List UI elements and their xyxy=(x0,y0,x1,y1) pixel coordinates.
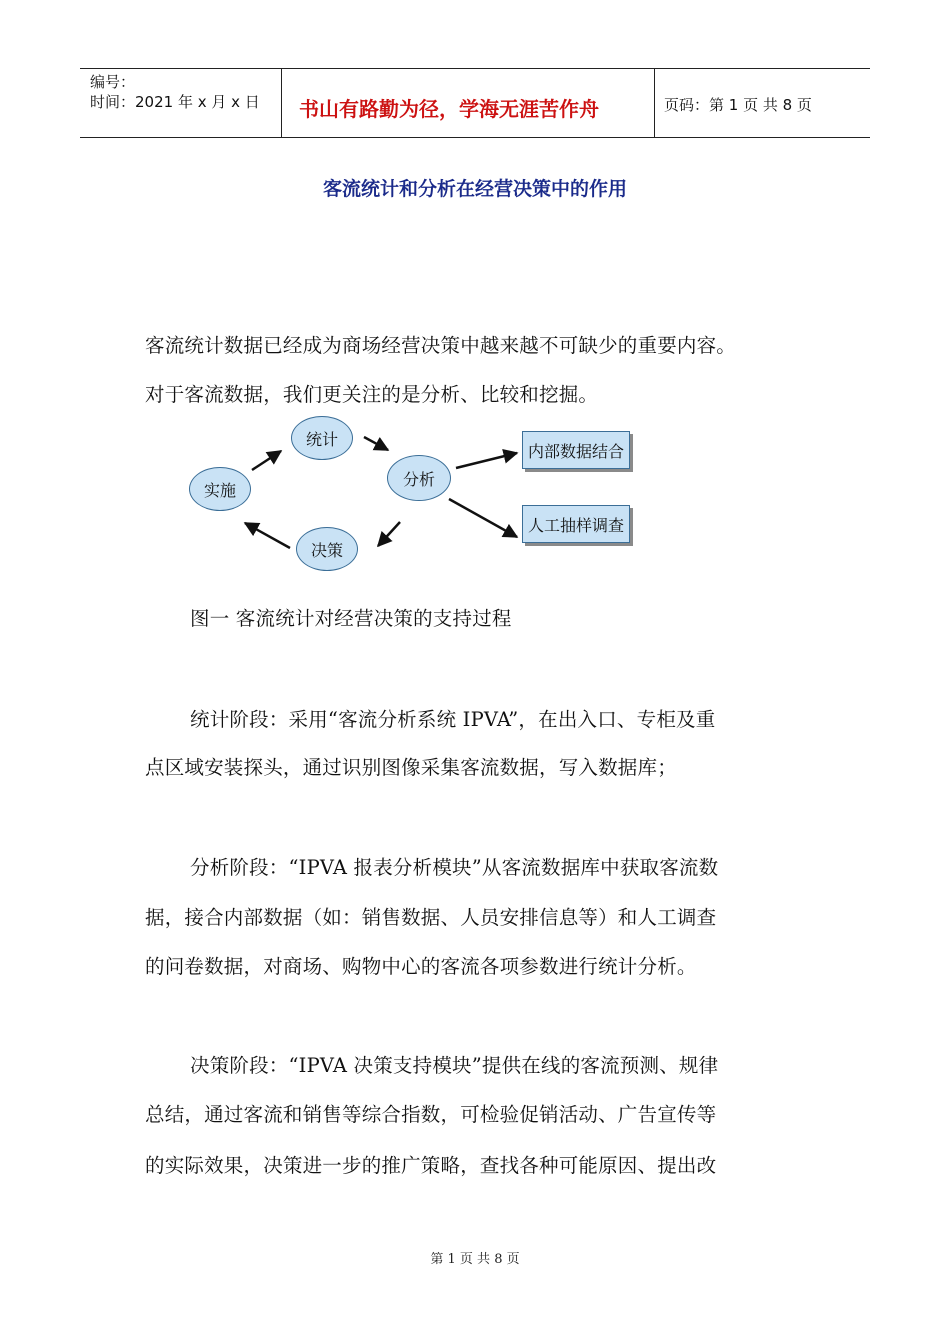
intro-line-2: 对于客流数据，我们更关注的是分析、比较和挖掘。 xyxy=(145,383,599,406)
motto: 书山有路勤为径，学海无涯苦作舟 xyxy=(299,97,599,121)
node-statistics xyxy=(291,416,353,460)
node-decision-label: 决策 xyxy=(310,540,343,560)
box-internal-data xyxy=(522,431,630,469)
arrow-analysis-to-decision xyxy=(378,522,400,546)
analysis-line-3: 的问卷数据，对商场、购物中心的客流各项参数进行统计分析。 xyxy=(145,955,697,978)
stat-line-2: 点区域安装探头，通过识别图像采集客流数据，写入数据库； xyxy=(145,756,677,779)
decision-line-2: 总结，通过客流和销售等综合指数，可检验促销活动、广告宣传等 xyxy=(145,1103,717,1126)
page-label: 页码：第 1 页 共 8 页 xyxy=(664,96,812,114)
node-statistics-label: 统计 xyxy=(305,429,338,449)
stat-line-1: 统计阶段：采用“客流分析系统 IPVA”，在出入口、专柜及重 xyxy=(190,708,716,731)
page-footer: 第 1 页 共 8 页 xyxy=(430,1252,520,1267)
box-manual-survey-label: 人工抽样调查 xyxy=(527,515,624,535)
node-decision xyxy=(296,527,358,571)
arrow-statistics-to-analysis xyxy=(364,437,388,450)
node-implement xyxy=(189,467,251,511)
date-label: 时间：2021 年 x 月 x 日 xyxy=(90,93,260,111)
box-manual-survey xyxy=(522,505,630,543)
intro-line-1: 客流统计数据已经成为商场经营决策中越来越不可缺少的重要内容。 xyxy=(145,334,737,357)
node-implement-label: 实施 xyxy=(203,480,236,500)
arrow-decision-to-implement xyxy=(245,523,290,548)
decision-line-1: 决策阶段：“IPVA 决策支持模块”提供在线的客流预测、规律 xyxy=(190,1054,719,1077)
arrow-analysis-to-internal xyxy=(456,453,517,468)
node-analysis xyxy=(387,455,451,501)
arrow-implement-to-statistics xyxy=(252,451,281,470)
decision-line-3: 的实际效果，决策进一步的推广策略，查找各种可能原因、提出改 xyxy=(145,1154,717,1177)
page-title: 客流统计和分析在经营决策中的作用 xyxy=(322,178,627,200)
box-internal-data-label: 内部数据结合 xyxy=(527,441,624,461)
diagram-arrows xyxy=(0,0,950,620)
number-label: 编号： xyxy=(90,73,136,91)
figure-caption: 图一 客流统计对经营决策的支持过程 xyxy=(190,607,512,630)
analysis-line-2: 据，接合内部数据（如：销售数据、人员安排信息等）和人工调查 xyxy=(145,906,717,929)
arrow-analysis-to-survey xyxy=(449,499,517,537)
analysis-line-1: 分析阶段：“IPVA 报表分析模块”从客流数据库中获取客流数 xyxy=(190,856,719,879)
node-analysis-label: 分析 xyxy=(402,469,435,489)
